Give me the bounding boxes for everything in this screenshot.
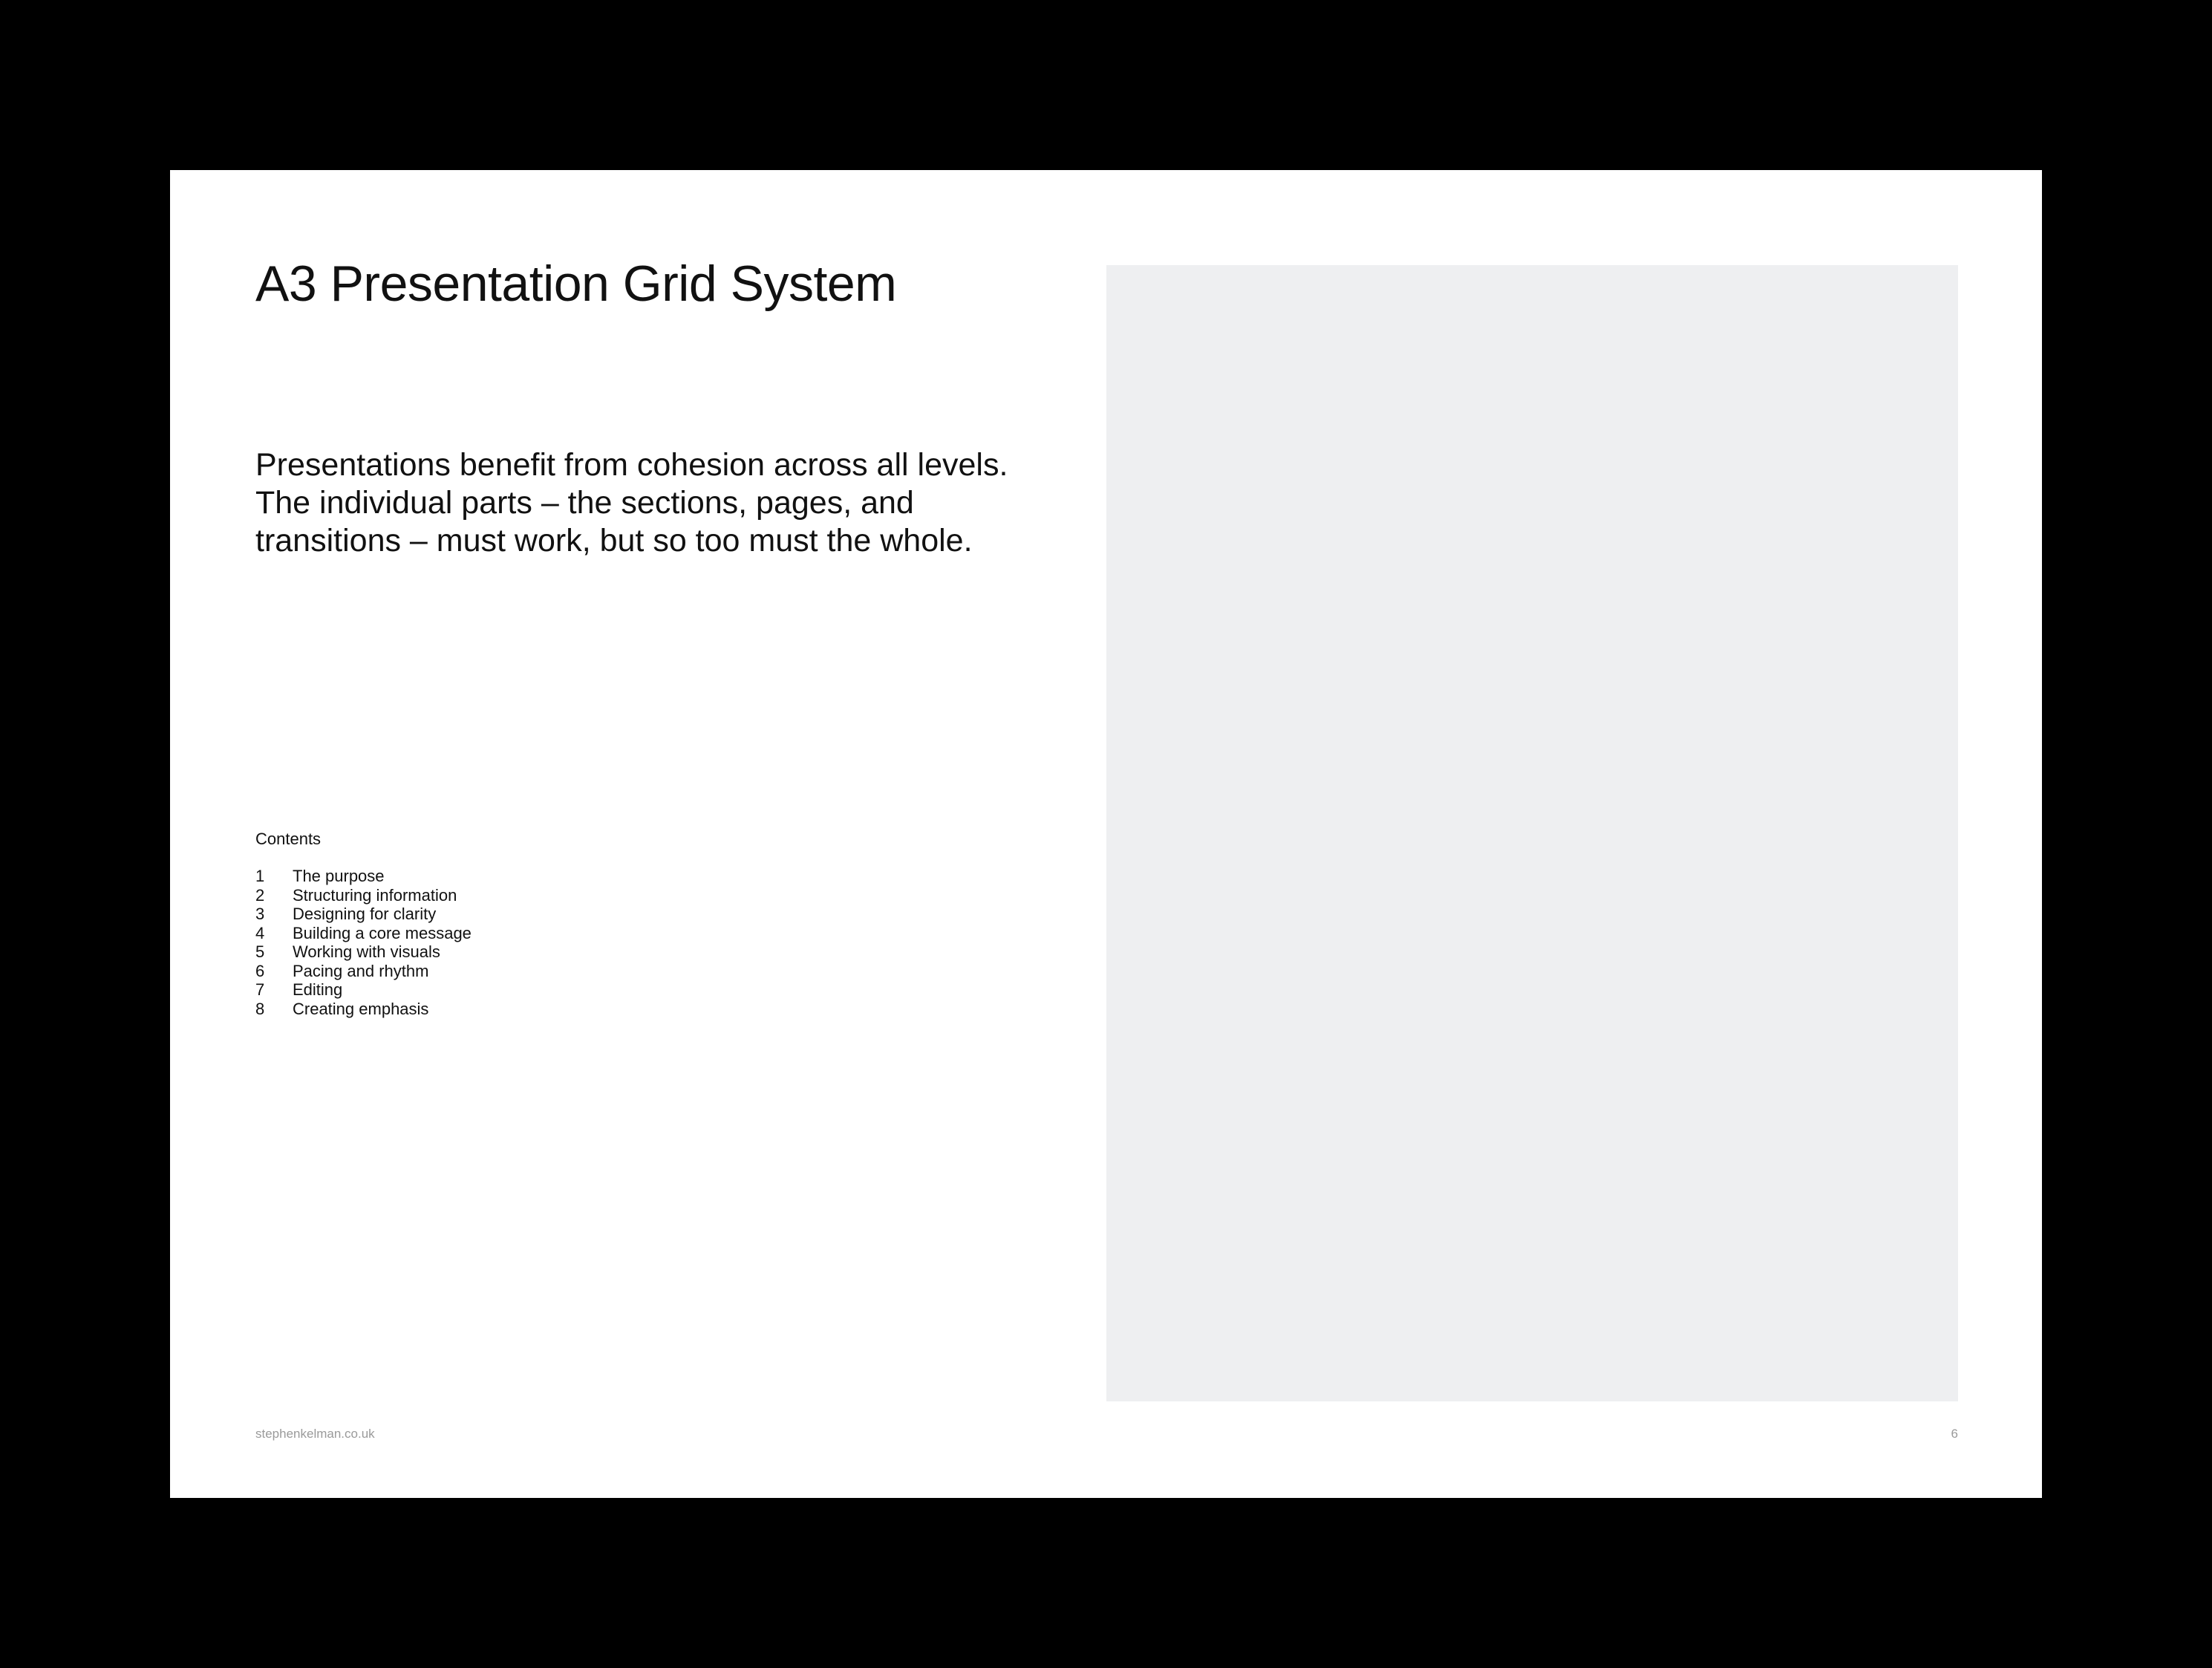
contents-item-label: Designing for clarity bbox=[293, 905, 437, 923]
contents-item bbox=[255, 980, 472, 1000]
contents-item-number: 7 bbox=[255, 980, 265, 999]
contents-item-label: The purpose bbox=[293, 867, 385, 885]
contents-item-label: Structuring information bbox=[293, 885, 457, 905]
page-number: 6 bbox=[1951, 1427, 1958, 1441]
contents-item-number: 8 bbox=[255, 999, 265, 1018]
contents-item-label: Editing bbox=[293, 980, 343, 999]
contents-item-label: Building a core message bbox=[293, 923, 472, 942]
document-page bbox=[170, 170, 2042, 1498]
contents-item bbox=[255, 867, 472, 886]
intro-paragraph bbox=[255, 446, 1109, 560]
page-title: A3 Presentation Grid System bbox=[255, 255, 897, 312]
contents-item-number: 5 bbox=[255, 942, 265, 961]
intro-line: The individual parts – the sections, pages, and bbox=[255, 485, 914, 521]
contents-item bbox=[255, 1000, 472, 1019]
contents-item-number: 1 bbox=[255, 867, 265, 885]
contents-item-label: Creating emphasis bbox=[293, 999, 429, 1018]
intro-line: transitions – must work, but so too must the whole. bbox=[255, 523, 973, 558]
contents-item bbox=[255, 905, 472, 924]
intro-line: Presentations benefit from cohesion across all levels. bbox=[255, 447, 1008, 483]
contents-list bbox=[255, 867, 472, 1018]
contents-item-label: Working with visuals bbox=[293, 942, 440, 961]
contents-item bbox=[255, 962, 472, 981]
contents-item-number: 2 bbox=[255, 885, 265, 905]
contents-item bbox=[255, 886, 472, 905]
contents-item-number: 6 bbox=[255, 961, 265, 980]
contents-item bbox=[255, 942, 472, 962]
contents-item-label: Pacing and rhythm bbox=[293, 961, 429, 980]
contents-item-number: 3 bbox=[255, 905, 265, 923]
contents-item bbox=[255, 924, 472, 943]
image-placeholder bbox=[1106, 265, 1958, 1401]
contents-item-number: 4 bbox=[255, 923, 265, 942]
contents-heading: Contents bbox=[255, 830, 322, 848]
footer-url: stephenkelman.co.uk bbox=[255, 1427, 375, 1441]
